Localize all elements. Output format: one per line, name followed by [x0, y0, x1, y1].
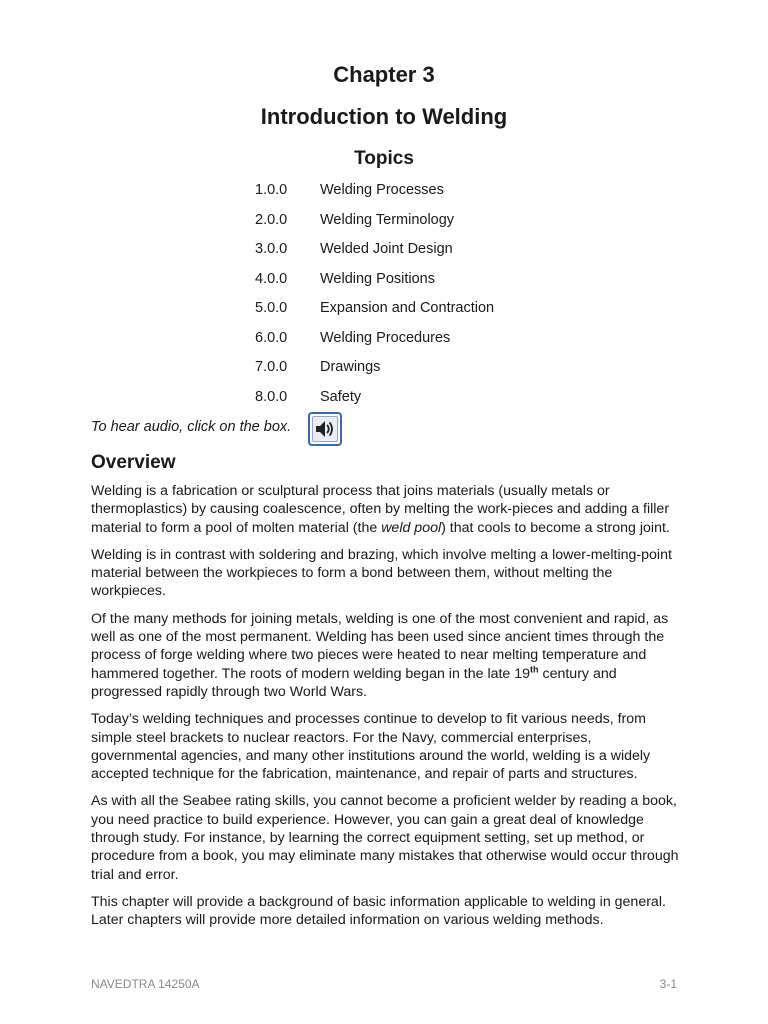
- topic-name: Welding Terminology: [320, 211, 455, 228]
- topic-name: Welded Joint Design: [320, 241, 453, 257]
- paragraph: This chapter will provide a background of basic information applicable to welding in general. Later chapters will provide more detailed information on various welding methods.: [91, 893, 666, 929]
- paragraph-text: Welding is a fabrication or sculptural process that joins materials (usually metals or thermoplastics) by causing coalescence, often by melting the work-pieces and adding a filler material to form a pool of molten material (the: [91, 483, 670, 536]
- topic-number: 6.0.0: [255, 329, 288, 346]
- topic-number: 4.0.0: [255, 270, 288, 287]
- topic-item: [255, 178, 655, 208]
- topics-list: [255, 178, 655, 414]
- topic-item: [255, 385, 655, 415]
- audio-prompt: To hear audio, click on the box.: [91, 419, 292, 435]
- footer-page-number: 3-1: [659, 977, 677, 991]
- topic-name: Expansion and Contraction: [320, 300, 495, 316]
- topic-name: Safety: [320, 388, 362, 405]
- topics-heading: Topics: [354, 148, 414, 169]
- topic-name: Welding Positions: [320, 270, 435, 287]
- superscript: th: [530, 663, 539, 674]
- topic-number: 5.0.0: [255, 300, 288, 316]
- footer-document-id: NAVEDTRA 14250A: [91, 977, 200, 991]
- paragraph: Today’s welding techniques and processes continue to develop to fit various needs, from simple steel brackets to nuclear reactors. For the Navy, commercial enterprises, governmental agencies, and many other institutions around the world, welding is a widely accepted technique for the fabrication, maintenance, and repair of parts and structures.: [91, 711, 651, 783]
- topic-item: [255, 208, 655, 238]
- topic-number: 1.0.0: [255, 182, 288, 198]
- topic-number: 3.0.0: [255, 241, 288, 257]
- topic-number: 7.0.0: [255, 359, 288, 375]
- paragraph: Welding is in contrast with soldering and brazing, which involve melting a lower-melting-point material between the workpieces to form a bond between them, without melting the workpieces.: [91, 546, 672, 600]
- topic-name: Welding Processes: [320, 182, 444, 198]
- audio-button-face: [312, 416, 338, 442]
- paragraph-text: ) that cools to become a strong joint.: [441, 519, 670, 536]
- topic-name: Welding Procedures: [320, 329, 451, 346]
- paragraph: [91, 610, 681, 701]
- audio-button[interactable]: [308, 412, 342, 446]
- topic-item: [255, 296, 655, 326]
- paragraph-text: Of the many methods for joining metals, welding is one of the most convenient and rapid, as well as one of the most permanent. Welding has been used since ancient times through the process of forge welding where two pieces were heated to near melting temperature and hammered together. The roots of modern welding began in the late 19: [91, 610, 669, 682]
- overview-body: [91, 482, 681, 939]
- chapter-number: Chapter 3: [333, 62, 435, 87]
- emphasis-text: weld pool: [381, 519, 442, 536]
- paragraph: As with all the Seabee rating skills, you cannot become a proficient welder by reading a book, you need practice to build experience. However, you can gain a great deal of knowledge through study. For instance, by learning the correct equipment setting, set up method, or procedure from a book, you may eliminate many mistakes that otherwise would occur through trial and error.: [91, 793, 679, 883]
- topic-item: [255, 326, 655, 356]
- topic-number: 2.0.0: [255, 211, 288, 228]
- chapter-title: Introduction to Welding: [260, 104, 508, 129]
- topic-name: Drawings: [320, 359, 381, 375]
- overview-heading: Overview: [91, 452, 176, 473]
- paragraph: [91, 482, 681, 537]
- topic-item: [255, 355, 655, 385]
- topic-item: [255, 267, 655, 297]
- paragraph-text: century and progressed rapidly through two World Wars.: [91, 665, 617, 700]
- topic-number: 8.0.0: [255, 388, 288, 405]
- topic-item: [255, 237, 655, 267]
- speaker-icon: [314, 419, 336, 439]
